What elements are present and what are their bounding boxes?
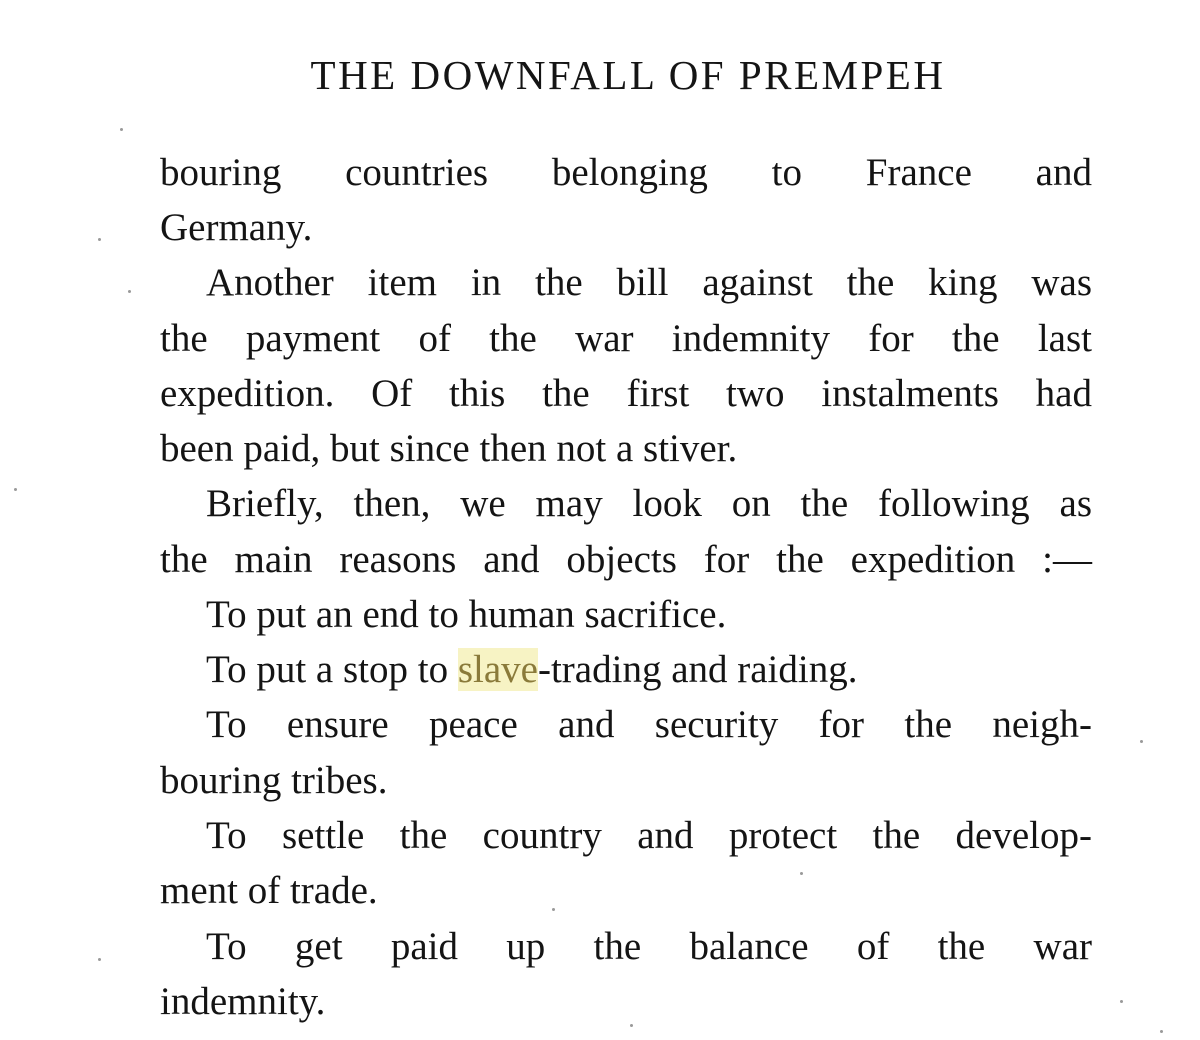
text-line: the main reasons and objects for the expedition :— xyxy=(160,538,1092,581)
text-line: Another item in the bill against the king was xyxy=(206,261,1092,304)
text-line: expedition. Of this the first two instalments had xyxy=(160,372,1092,415)
scan-speck xyxy=(552,908,555,911)
text-line: To ensure peace and security for the neigh- xyxy=(206,703,1092,746)
text-line: To put an end to human sacrifice. xyxy=(206,593,727,636)
text-line xyxy=(206,645,857,695)
scan-speck xyxy=(98,238,101,241)
text-line: bouring countries belonging to France and xyxy=(160,151,1092,194)
text-segment: To put a stop to xyxy=(206,648,458,691)
text-line: To get paid up the balance of the war xyxy=(206,925,1092,968)
text-line: Germany. xyxy=(160,206,313,249)
scan-speck xyxy=(1140,740,1143,743)
scan-speck xyxy=(1120,1000,1123,1003)
scan-speck xyxy=(128,290,131,293)
text-line: To settle the country and protect the develop- xyxy=(206,814,1092,857)
running-head: THE DOWNFALL OF PREMPEH xyxy=(310,52,946,98)
scan-speck xyxy=(120,128,123,131)
search-highlight: slave xyxy=(457,648,538,691)
text-line: bouring tribes. xyxy=(160,759,388,802)
scan-speck xyxy=(800,872,803,875)
text-line: indemnity. xyxy=(160,980,326,1023)
text-segment: -trading and raiding. xyxy=(537,648,858,691)
text-line: the payment of the war indemnity for the last xyxy=(160,317,1092,360)
text-line: ment of trade. xyxy=(160,869,378,912)
scan-speck xyxy=(98,958,101,961)
text-line: been paid, but since then not a stiver. xyxy=(160,427,738,470)
scan-speck xyxy=(1160,1030,1163,1033)
scan-speck xyxy=(14,488,17,491)
scan-speck xyxy=(630,1024,633,1027)
text-line: Briefly, then, we may look on the following as xyxy=(206,482,1092,525)
